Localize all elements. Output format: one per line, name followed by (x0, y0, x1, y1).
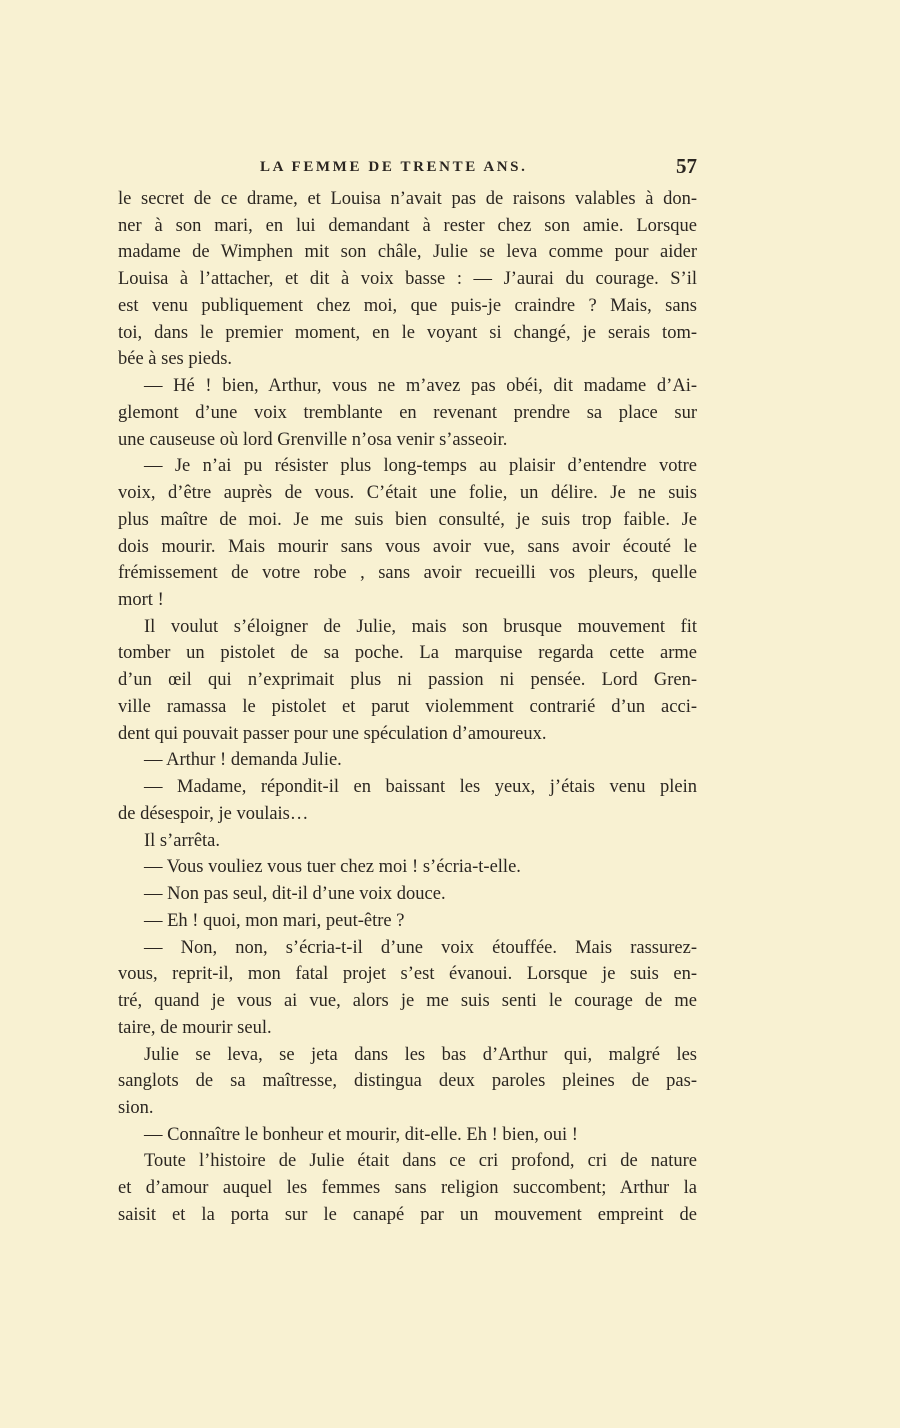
paragraph (118, 881, 697, 908)
text-line: Toute l’histoire de Julie était dans ce cri profond, cri de nature (144, 1151, 697, 1172)
paragraph (118, 614, 697, 748)
text-line: — Je n’ai pu résister plus long-temps au plaisir d’entendre votre (144, 456, 697, 477)
text-line: — Non, non, s’écria-t-il d’une voix étouffée. Mais rassurez- (144, 937, 697, 958)
text-line: plus maître de moi. Je me suis bien consulté, je suis trop faible. Je (118, 509, 697, 530)
text-line: Julie se leva, se jeta dans les bas d’Arthur qui, malgré les (144, 1044, 697, 1065)
paragraph (118, 186, 697, 373)
text-line: — Hé ! bien, Arthur, vous ne m’avez pas obéi, dit madame d’Ai- (144, 376, 697, 397)
text-line: mort ! (118, 590, 164, 611)
text-line: — Connaître le bonheur et mourir, dit-elle. Eh ! bien, oui ! (144, 1124, 578, 1145)
paragraph (118, 774, 697, 827)
text-line: — Non pas seul, dit-il d’une voix douce. (144, 884, 446, 905)
text-line: d’un œil qui n’exprimait plus ni passion ni pensée. Lord Gren- (118, 670, 697, 691)
paragraph (118, 1148, 697, 1228)
text-line: madame de Wimphen mit son châle, Julie se leva comme pour aider (118, 242, 697, 263)
paragraph (118, 373, 697, 453)
paragraph (118, 828, 697, 855)
text-line: — Madame, répondit-il en baissant les yeux, j’étais venu plein (144, 777, 697, 798)
text-line: est venu publiquement chez moi, que puis-je craindre ? Mais, sans (118, 295, 697, 316)
text-line: dois mourir. Mais mourir sans vous avoir vue, sans avoir écouté le (118, 536, 697, 557)
page-number: 57 (676, 154, 697, 178)
text-line: sanglots de sa maîtresse, distingua deux paroles pleines de pas- (118, 1071, 697, 1092)
text-line: — Vous vouliez vous tuer chez moi ! s’écria-t-elle. (144, 857, 521, 878)
text-line: Louisa à l’attacher, et dit à voix basse : — J’aurai du courage. S’il (118, 269, 697, 290)
text-line: Il s’arrêta. (144, 830, 221, 851)
paragraph (118, 908, 697, 935)
text-line: — Arthur ! demanda Julie. (144, 750, 342, 771)
paragraph (118, 935, 697, 1042)
text-line: sion. (118, 1097, 154, 1118)
paragraph (118, 1122, 697, 1149)
text-line: bée à ses pieds. (118, 349, 233, 370)
text-line: Il voulut s’éloigner de Julie, mais son brusque mouvement fit (144, 616, 697, 637)
text-line: dent qui pouvait passer pour une spéculation d’amoureux. (118, 723, 547, 744)
text-line: vous, reprit-il, mon fatal projet s’est évanoui. Lorsque je suis en- (118, 964, 697, 985)
text-line: frémissement de votre robe , sans avoir recueilli vos pleurs, quelle (118, 563, 697, 584)
text-line: ner à son mari, en lui demandant à rester chez son amie. Lorsque (118, 215, 697, 236)
text-line: une causeuse où lord Grenville n’osa venir s’asseoir. (118, 429, 508, 450)
paragraph (118, 854, 697, 881)
text-line: taire, de mourir seul. (118, 1017, 272, 1038)
text-line: glemont d’une voix tremblante en revenant prendre sa place sur (118, 402, 697, 423)
text-line: — Eh ! quoi, mon mari, peut-être ? (144, 910, 405, 931)
text-line: et d’amour auquel les femmes sans religion succombent; Arthur la (118, 1178, 697, 1199)
text-line: ville ramassa le pistolet et parut violemment contrarié d’un acci- (118, 696, 697, 717)
paragraph (118, 747, 697, 774)
text-line: le secret de ce drame, et Louisa n’avait pas de raisons valables à don- (118, 189, 697, 209)
text-line: tré, quand je vous ai vue, alors je me suis senti le courage de me (118, 991, 697, 1012)
text-line: toi, dans le premier moment, en le voyant si changé, je serais tom- (118, 322, 697, 343)
text-line: saisit et la porta sur le canapé par un mouvement empreint de (118, 1204, 697, 1225)
text-line: voix, d’être auprès de vous. C’était une folie, un délire. Je ne suis (118, 483, 697, 504)
text-line: de désespoir, je voulais… (118, 803, 309, 824)
text-line: tomber un pistolet de sa poche. La marquise regarda cette arme (118, 643, 697, 664)
body-text (118, 186, 697, 1229)
page-header (118, 156, 697, 180)
running-title: LA FEMME DE TRENTE ANS. (260, 159, 528, 175)
paragraph (118, 1042, 697, 1122)
paragraph (118, 453, 697, 613)
